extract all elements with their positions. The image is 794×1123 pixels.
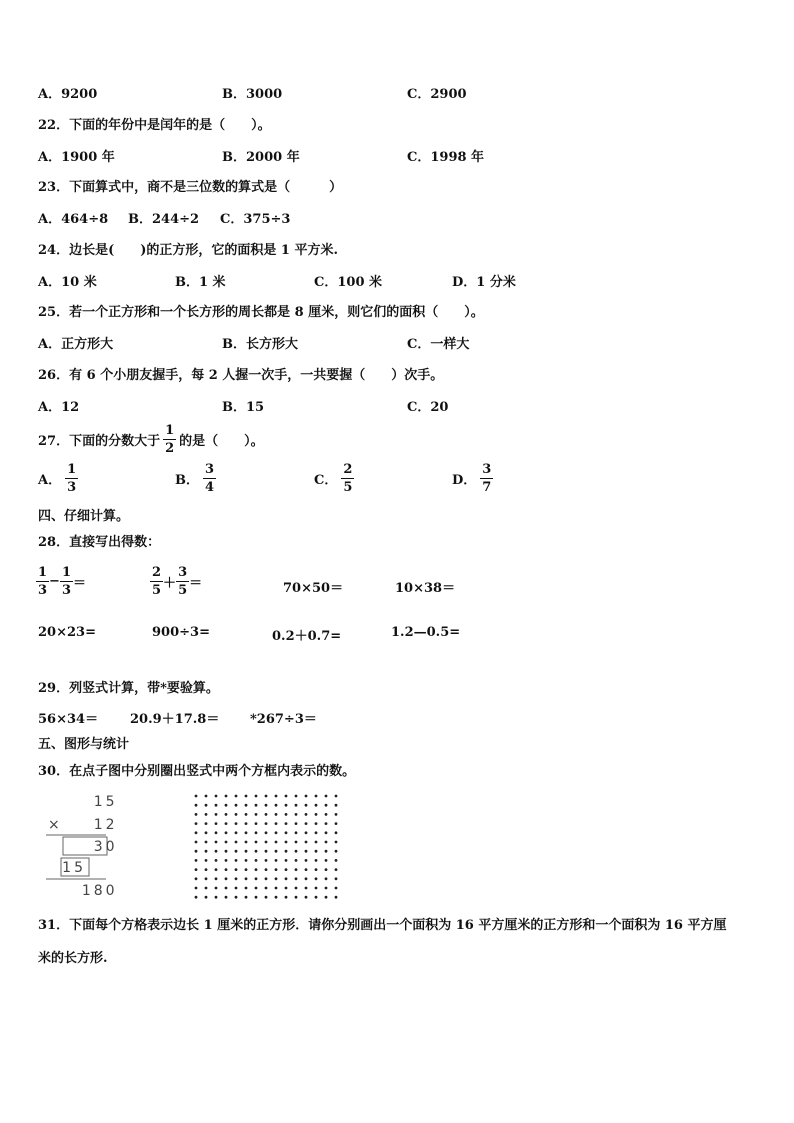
q21-option-a: A．9200 <box>38 87 98 102</box>
q30-vertical-multiplication <box>40 790 120 900</box>
grid-dot <box>245 804 248 807</box>
grid-dot <box>335 887 338 890</box>
section-4-heading: 四、仔细计算。 <box>38 509 130 524</box>
grid-dot <box>295 877 298 880</box>
grid-dot <box>335 896 338 899</box>
grid-dot <box>195 868 198 871</box>
q23-option-a: A．464÷8 <box>38 212 109 227</box>
grid-dot <box>205 831 208 834</box>
grid-dot <box>315 877 318 880</box>
q31-stem-line-2: 米的长方形. <box>38 951 108 966</box>
grid-dot <box>285 877 288 880</box>
q28-stem: 28．直接写出得数： <box>38 535 161 550</box>
grid-dot <box>225 813 228 816</box>
q22-stem: 22．下面的年份中是闰年的是（ ）。 <box>38 118 271 133</box>
q28-expr-5: 20×23= <box>38 625 96 640</box>
grid-dot <box>275 859 278 862</box>
option-fraction <box>341 463 354 494</box>
grid-dot <box>215 859 218 862</box>
grid-dot <box>205 795 208 798</box>
grid-dot <box>215 896 218 899</box>
grid-dot <box>255 868 258 871</box>
grid-dot <box>235 841 238 844</box>
q22-option-b: B．2000 年 <box>222 150 300 165</box>
q27-option-b <box>175 463 216 494</box>
fraction-denominator: 3 <box>38 583 48 598</box>
grid-dot <box>195 841 198 844</box>
fraction-denominator: 3 <box>67 480 77 495</box>
grid-dot <box>285 859 288 862</box>
grid-dot <box>245 822 248 825</box>
option-label: D． <box>452 473 477 488</box>
grid-dot <box>315 896 318 899</box>
grid-dot <box>295 795 298 798</box>
equals-sign: ＝ <box>73 576 87 591</box>
q26-option-c: C．20 <box>407 400 449 415</box>
grid-dot <box>335 841 338 844</box>
grid-dot <box>315 868 318 871</box>
grid-dot <box>225 850 228 853</box>
grid-dot <box>305 868 308 871</box>
q28-expr-6: 900÷3= <box>152 625 210 640</box>
grid-dot <box>275 795 278 798</box>
q26-option-a: A．12 <box>38 400 80 415</box>
grid-dot <box>205 877 208 880</box>
grid-dot <box>305 877 308 880</box>
grid-dot <box>325 822 328 825</box>
grid-dot <box>295 813 298 816</box>
grid-dot <box>335 850 338 853</box>
option-fraction <box>65 463 78 494</box>
grid-dot <box>325 896 328 899</box>
q26-stem: 26．有 6 个小朋友握手，每 2 人握一次手，一共要握（ ）次手。 <box>38 368 444 383</box>
fraction-denominator: 7 <box>482 480 492 495</box>
grid-dot <box>215 813 218 816</box>
fraction <box>60 566 73 597</box>
q28-expr-2 <box>150 566 202 597</box>
grid-dot <box>195 831 198 834</box>
option-label: C． <box>314 473 338 488</box>
grid-dot <box>275 850 278 853</box>
grid-dot <box>325 813 328 816</box>
grid-dot <box>255 896 258 899</box>
fraction-denominator: 5 <box>343 480 353 495</box>
grid-dot <box>195 850 198 853</box>
grid-dot <box>225 804 228 807</box>
fraction <box>150 566 163 597</box>
grid-dot <box>195 813 198 816</box>
grid-dot <box>225 896 228 899</box>
q24-option-b: B．1 米 <box>175 275 226 290</box>
grid-dot <box>265 795 268 798</box>
operator: ＋ <box>163 576 177 591</box>
option-label: A． <box>38 473 62 488</box>
q27-option-a <box>38 463 78 494</box>
fraction-numerator: 1 <box>67 462 77 477</box>
fraction-denominator: 5 <box>152 583 162 598</box>
grid-dot <box>335 831 338 834</box>
grid-dot <box>315 813 318 816</box>
grid-dot <box>335 868 338 871</box>
grid-dot <box>305 804 308 807</box>
grid-dot <box>325 877 328 880</box>
grid-dot <box>235 804 238 807</box>
grid-dot <box>235 795 238 798</box>
grid-dot <box>215 841 218 844</box>
grid-dot <box>285 887 288 890</box>
grid-dot <box>335 795 338 798</box>
grid-dot <box>305 813 308 816</box>
grid-dot <box>215 868 218 871</box>
grid-dot <box>275 841 278 844</box>
grid-dot <box>245 859 248 862</box>
grid-dot <box>305 859 308 862</box>
fraction-numerator: 3 <box>178 565 188 580</box>
grid-dot <box>225 877 228 880</box>
grid-dot <box>205 887 208 890</box>
q21-option-c: C．2900 <box>407 87 467 102</box>
grid-dot <box>315 887 318 890</box>
grid-dot <box>315 850 318 853</box>
grid-dot <box>195 822 198 825</box>
grid-dot <box>335 804 338 807</box>
q28-expr-3: 70×50＝ <box>283 581 344 596</box>
grid-dot <box>285 831 288 834</box>
grid-dot <box>255 877 258 880</box>
q24-option-a: A．10 米 <box>38 275 97 290</box>
grid-dot <box>275 804 278 807</box>
grid-dot <box>265 887 268 890</box>
grid-dot <box>325 850 328 853</box>
q28-expr-1 <box>36 566 86 597</box>
grid-dot <box>205 850 208 853</box>
q22-option-c: C．1998 年 <box>407 150 485 165</box>
grid-dot <box>235 859 238 862</box>
q22-option-a: A．1900 年 <box>38 150 115 165</box>
grid-dot <box>205 822 208 825</box>
q29-expr-3: *267÷3＝ <box>250 712 317 727</box>
q27-stem-fraction <box>163 424 176 455</box>
grid-dot <box>285 850 288 853</box>
grid-dot <box>215 887 218 890</box>
q27-stem-text-pre: 27．下面的分数大于 <box>38 434 161 449</box>
grid-dot <box>245 896 248 899</box>
grid-dot <box>265 868 268 871</box>
grid-dot <box>275 896 278 899</box>
q29-stem: 29．列竖式计算，带*要验算。 <box>38 681 219 696</box>
grid-dot <box>265 822 268 825</box>
vertical-top-number: 15 <box>93 794 118 810</box>
equals-sign: ＝ <box>189 576 203 591</box>
grid-dot <box>295 822 298 825</box>
grid-dot <box>195 896 198 899</box>
grid-dot <box>235 896 238 899</box>
q29-expr-2: 20.9＋17.8＝ <box>130 712 220 727</box>
grid-dot <box>285 813 288 816</box>
vertical-multiplier: 12 <box>93 817 118 833</box>
grid-dot <box>205 804 208 807</box>
grid-dot <box>195 887 198 890</box>
fraction-denominator: 3 <box>61 583 71 598</box>
q30-dot-grid <box>190 790 344 902</box>
fraction-numerator: 1 <box>165 423 175 438</box>
q25-stem: 25．若一个正方形和一个长方形的周长都是 8 厘米，则它们的面积（ ）。 <box>38 305 484 320</box>
grid-dot <box>265 896 268 899</box>
option-label: B． <box>175 473 199 488</box>
grid-dot <box>265 804 268 807</box>
grid-dot <box>265 831 268 834</box>
section-5-heading: 五、图形与统计 <box>38 737 130 752</box>
grid-dot <box>245 831 248 834</box>
grid-dot <box>285 868 288 871</box>
grid-dot <box>215 804 218 807</box>
grid-dot <box>295 896 298 899</box>
q29-expr-1: 56×34＝ <box>38 712 99 727</box>
grid-dot <box>225 795 228 798</box>
grid-dot <box>215 850 218 853</box>
grid-dot <box>225 887 228 890</box>
q28-expr-4: 10×38＝ <box>395 581 456 596</box>
grid-dot <box>315 859 318 862</box>
grid-dot <box>255 804 258 807</box>
grid-dot <box>305 795 308 798</box>
q27-option-d <box>452 463 493 494</box>
q23-option-c: C．375÷3 <box>220 212 291 227</box>
grid-dot <box>275 887 278 890</box>
grid-dot <box>305 896 308 899</box>
grid-dot <box>205 896 208 899</box>
grid-dot <box>285 896 288 899</box>
grid-dot <box>245 887 248 890</box>
option-fraction <box>203 463 216 494</box>
fraction-denominator: 5 <box>178 583 188 598</box>
grid-dot <box>195 877 198 880</box>
grid-dot <box>325 795 328 798</box>
grid-dot <box>285 795 288 798</box>
grid-dot <box>315 841 318 844</box>
vertical-times-sign: × <box>48 817 60 833</box>
q27-stem-text-post: 的是（ ）。 <box>179 434 264 449</box>
grid-dot <box>305 887 308 890</box>
grid-dot <box>255 841 258 844</box>
grid-dot <box>325 887 328 890</box>
grid-dot <box>335 859 338 862</box>
q23-stem: 23．下面算式中，商不是三位数的算式是（ ） <box>38 180 343 195</box>
grid-dot <box>235 850 238 853</box>
grid-dot <box>255 831 258 834</box>
grid-dot <box>235 831 238 834</box>
grid-dot <box>245 813 248 816</box>
grid-dot <box>285 822 288 825</box>
q24-stem: 24．边长是( )的正方形，它的面积是 1 平方米. <box>38 243 339 258</box>
vertical-box-2-value: 15 <box>62 860 86 876</box>
grid-dot <box>215 831 218 834</box>
fraction <box>176 566 189 597</box>
grid-dot <box>215 822 218 825</box>
fraction-numerator: 1 <box>38 565 48 580</box>
grid-dot <box>225 868 228 871</box>
grid-dot <box>255 822 258 825</box>
grid-dot <box>255 859 258 862</box>
grid-dot <box>315 795 318 798</box>
q24-option-d: D．1 分米 <box>452 275 516 290</box>
grid-dot <box>335 813 338 816</box>
grid-dot <box>315 831 318 834</box>
grid-dot <box>275 831 278 834</box>
fraction-numerator: 3 <box>205 462 215 477</box>
grid-dot <box>325 859 328 862</box>
grid-dot <box>225 841 228 844</box>
grid-dot <box>295 831 298 834</box>
grid-dot <box>325 831 328 834</box>
grid-dot <box>245 850 248 853</box>
grid-dot <box>235 877 238 880</box>
q31-stem-line-1: 31．下面每个方格表示边长 1 厘米的正方形．请你分别画出一个面积为 16 平方厘米的正方形和一个面积为 16 平方厘 <box>38 918 727 933</box>
vertical-box-1-value: 30 <box>93 839 118 855</box>
grid-dot <box>295 841 298 844</box>
grid-dot <box>225 859 228 862</box>
grid-dot <box>305 831 308 834</box>
grid-dot <box>265 841 268 844</box>
vertical-result: 180 <box>81 883 118 899</box>
grid-dot <box>245 795 248 798</box>
q25-option-c: C．一样大 <box>407 337 470 352</box>
grid-dot <box>245 868 248 871</box>
grid-dot <box>255 850 258 853</box>
fraction-numerator: 3 <box>482 462 492 477</box>
grid-dot <box>275 822 278 825</box>
grid-dot <box>295 804 298 807</box>
grid-dot <box>265 859 268 862</box>
fraction-numerator: 2 <box>343 462 353 477</box>
grid-dot <box>285 804 288 807</box>
operator: − <box>49 574 60 589</box>
option-fraction <box>480 463 493 494</box>
grid-dot <box>245 877 248 880</box>
grid-dot <box>195 795 198 798</box>
grid-dot <box>215 795 218 798</box>
grid-dot <box>215 877 218 880</box>
grid-dot <box>205 813 208 816</box>
q28-expr-8: 1.2—0.5= <box>391 625 461 640</box>
grid-dot <box>315 804 318 807</box>
q26-option-b: B．15 <box>222 400 265 415</box>
grid-dot <box>325 841 328 844</box>
fraction-denominator: 2 <box>165 441 175 456</box>
grid-dot <box>255 795 258 798</box>
q25-option-b: B．长方形大 <box>222 337 298 352</box>
grid-dot <box>305 841 308 844</box>
fraction-denominator: 4 <box>205 480 215 495</box>
q23-option-b: B．244÷2 <box>128 212 200 227</box>
grid-dot <box>205 868 208 871</box>
grid-dot <box>235 868 238 871</box>
grid-dot <box>295 887 298 890</box>
grid-dot <box>335 822 338 825</box>
q24-option-c: C．100 米 <box>314 275 383 290</box>
grid-dot <box>335 877 338 880</box>
grid-dot <box>275 868 278 871</box>
q27-stem <box>38 424 264 455</box>
grid-dot <box>195 859 198 862</box>
grid-dot <box>255 887 258 890</box>
grid-dot <box>235 822 238 825</box>
grid-dot <box>225 831 228 834</box>
fraction <box>36 566 49 597</box>
fraction-numerator: 2 <box>152 565 162 580</box>
grid-dot <box>245 841 248 844</box>
grid-dot <box>265 813 268 816</box>
grid-dot <box>325 804 328 807</box>
grid-dot <box>205 859 208 862</box>
grid-dot <box>265 850 268 853</box>
q21-option-b: B．3000 <box>222 87 283 102</box>
grid-dot <box>315 822 318 825</box>
q25-option-a: A．正方形大 <box>38 337 114 352</box>
grid-dot <box>235 813 238 816</box>
grid-dot <box>325 868 328 871</box>
grid-dot <box>295 868 298 871</box>
grid-dot <box>265 877 268 880</box>
grid-dot <box>235 887 238 890</box>
q28-expr-7: 0.2＋0.7= <box>272 629 342 644</box>
grid-dot <box>295 859 298 862</box>
grid-dot <box>205 841 208 844</box>
grid-dot <box>275 813 278 816</box>
fraction-numerator: 1 <box>61 565 71 580</box>
q30-stem: 30．在点子图中分别圈出竖式中两个方框内表示的数。 <box>38 764 356 779</box>
grid-dot <box>275 877 278 880</box>
q27-option-c <box>314 463 354 494</box>
grid-dot <box>305 850 308 853</box>
grid-dot <box>255 813 258 816</box>
grid-dot <box>225 822 228 825</box>
grid-dot <box>305 822 308 825</box>
grid-dot <box>295 850 298 853</box>
grid-dot <box>285 841 288 844</box>
grid-dot <box>195 804 198 807</box>
